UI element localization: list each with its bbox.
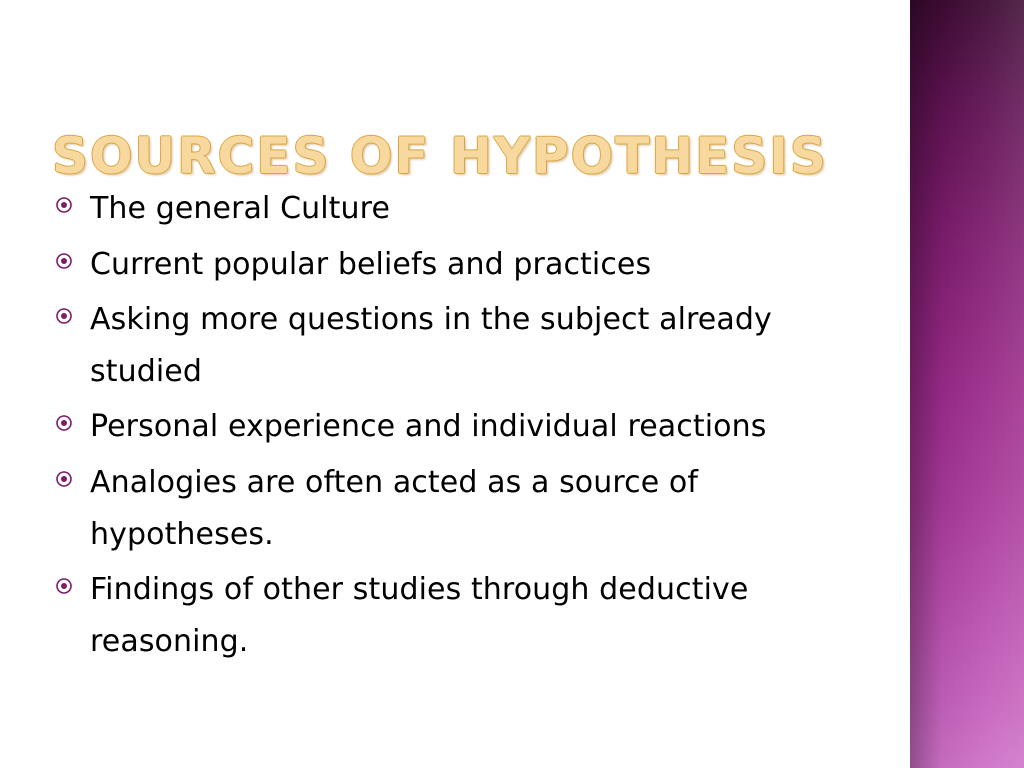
bullet-list — [56, 183, 866, 671]
list-item — [56, 183, 866, 235]
list-item-label: Findings of other studies through deductive reasoning. — [90, 572, 749, 659]
target-bullet-icon — [56, 401, 90, 431]
list-item — [56, 401, 866, 453]
list-item-label: Personal experience and individual reactions — [90, 409, 767, 445]
list-item — [56, 564, 866, 667]
page-title: SOURCES OF HYPOTHESIS — [52, 126, 828, 185]
target-bullet-icon — [56, 457, 90, 487]
target-bullet-icon — [56, 564, 90, 594]
target-bullet-icon — [56, 183, 90, 213]
target-bullet-icon — [56, 239, 90, 269]
list-item — [56, 457, 866, 560]
list-item-label: Current popular beliefs and practices — [90, 246, 652, 282]
list-item-label: Analogies are often acted as a source of hypotheses. — [90, 464, 699, 552]
decorative-side-band — [910, 0, 1024, 768]
target-bullet-icon — [56, 294, 90, 324]
list-item-label: Asking more questions in the subject already studied — [90, 302, 772, 389]
list-item-label: The general Culture — [90, 191, 390, 226]
list-item — [56, 294, 866, 397]
list-item — [56, 239, 866, 291]
